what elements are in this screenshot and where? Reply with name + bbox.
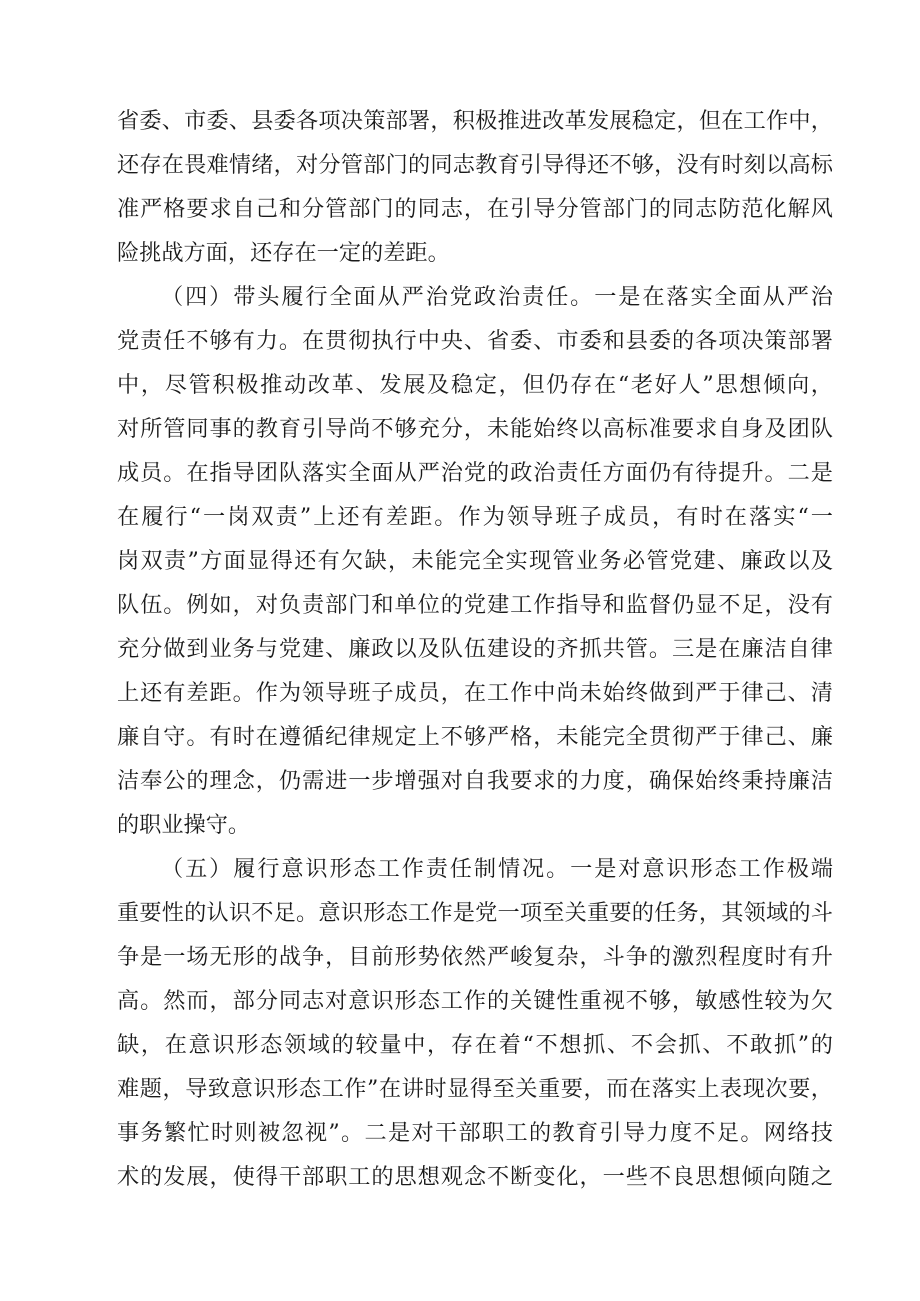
text-line: 成员。在指导团队落实全面从严治党的政治责任方面仍有待提升。二是 [117,460,834,486]
text-line: 准严格要求自己和分管部门的同志，在引导分管部门的同志防范化解风 [117,196,834,222]
text-line: 充分做到业务与党建、廉政以及队伍建设的齐抓共管。三是在廉洁自律 [117,636,834,662]
text-line: 廉自守。有时在遵循纪律规定上不够严格，未能完全贯彻严于律己、廉 [117,724,834,750]
text-line: 术的发展，使得干部职工的思想观念不断变化，一些不良思想倾向随之 [117,1164,834,1190]
document-body [117,99,836,1199]
text-line: 的职业操守。 [117,812,251,838]
text-line: 重要性的认识不足。意识形态工作是党一项至关重要的任务，其领域的斗 [117,900,834,926]
section-heading-line: （五）履行意识形态工作责任制情况。一是对意识形态工作极端 [161,856,835,882]
section-heading-line: （四）带头履行全面从严治党政治责任。一是在落实全面从严治 [161,284,835,310]
text-line: 缺，在意识形态领域的较量中，存在着“不想抓、不会抓、不敢抓”的 [117,1032,835,1058]
text-line: 党责任不够有力。在贯彻执行中央、省委、市委和县委的各项决策部署 [117,328,834,354]
text-line: 高。然而，部分同志对意识形态工作的关键性重视不够，敏感性较为欠 [117,988,834,1014]
text-line: 在履行“一岗双责”上还有差距。作为领导班子成员，有时在落实“一 [117,504,836,530]
text-line: 对所管同事的教育引导尚不够充分，未能始终以高标准要求自身及团队 [117,416,834,442]
text-line: 省委、市委、县委各项决策部署，积极推进改革发展稳定，但在工作中， [117,108,834,134]
text-line: 还存在畏难情绪，对分管部门的同志教育引导得还不够，没有时刻以高标 [117,152,834,178]
text-line: 岗双责”方面显得还有欠缺，未能完全实现管业务必管党建、廉政以及 [117,548,835,574]
text-line: 争是一场无形的战争，目前形势依然严峻复杂，斗争的激烈程度时有升 [117,944,834,970]
text-line: 难题，导致意识形态工作”在讲时显得至关重要，而在落实上表现次要， [117,1076,834,1102]
text-line: 队伍。例如，对负责部门和单位的党建工作指导和监督仍显不足，没有 [117,592,834,618]
text-line: 险挑战方面，还存在一定的差距。 [117,240,450,266]
text-line: 事务繁忙时则被忽视”。二是对干部职工的教育引导力度不足。网络技 [117,1120,835,1146]
text-line: 上还有差距。作为领导班子成员，在工作中尚未始终做到严于律己、清 [117,680,834,706]
text-line: 洁奉公的理念，仍需进一步增强对自我要求的力度，确保始终秉持廉洁 [117,768,834,794]
text-line: 中，尽管积极推动改革、发展及稳定，但仍存在“老好人”思想倾向， [117,372,835,398]
